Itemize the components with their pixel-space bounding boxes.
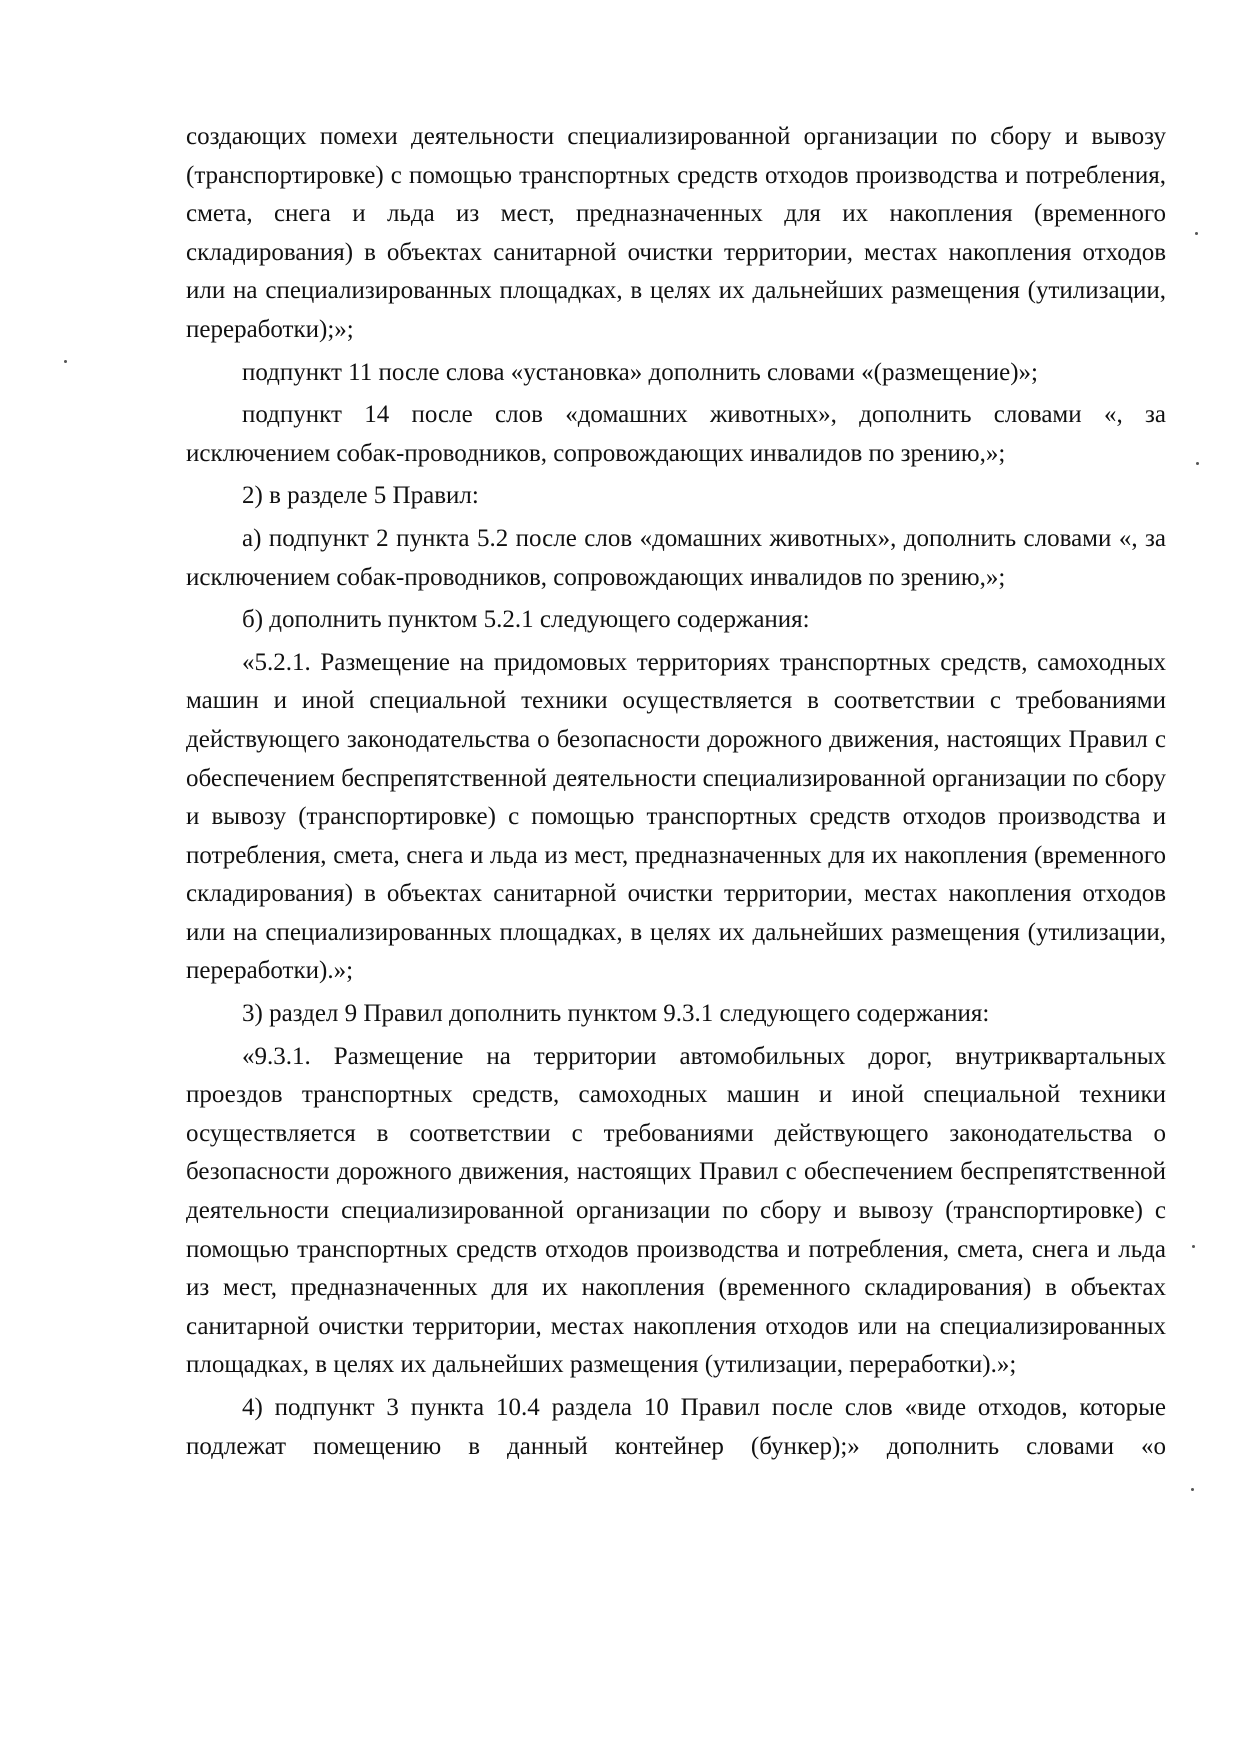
- scan-speck: [1195, 232, 1198, 235]
- paragraph-subitem-14: подпункт 14 после слов «домашних животных», дополнить словами «, за исключением собак-проводников, сопровождающих инвалидов по зрению,»;: [186, 401, 1166, 467]
- paragraph-clause-5-2-1: «5.2.1. Размещение на придомовых территориях транспортных средств, самоходных машин и иной специальной техники осуществляется в соответствии с требованиями действующего законодательства о безопасности дорожного движения, настоящих Правил с обеспечением беспрепятственной деятельности специализированной организации по сбору и вывозу (транспортировке) с помощью транспортных средств отходов производства и потребления, смета, снега и льда из мест, предназначенных для их накопления (временного складирования) в объектах санитарной очистки территории, местах накопления отходов или на специализированных площадках, в целях их дальнейших размещения (утилизации, переработки).»;: [186, 648, 1166, 985]
- scan-speck: [64, 360, 67, 363]
- paragraph-continuation: создающих помехи деятельности специализированной организации по сбору и вывозу (транспортировке) с помощью транспортных средств отходов производства и потребления, смета, снега и льда из мест, предназначенных для их накопления (временного складирования) в объектах санитарной очистки территории, местах накопления отходов или на специализированных площадках, в целях их дальнейших размещения (утилизации, переработки);»;: [186, 123, 1166, 343]
- scan-speck: [1192, 1245, 1195, 1248]
- paragraph-clause-9-3-1: «9.3.1. Размещение на территории автомобильных дорог, внутриквартальных проездов транспортных средств, самоходных машин и иной специальной техники осуществляется в соответствии с требованиями действующего законодательства о безопасности дорожного движения, настоящих Правил с обеспечением беспрепятственной деятельности специализированной организации по сбору и вывозу (транспортировке) с помощью транспортных средств отходов производства и потребления, смета, снега и льда из мест, предназначенных для их накопления (временного складирования) в объектах санитарной очистки территории, местах накопления отходов или на специализированных площадках, в целях их дальнейших размещения (утилизации, переработки).»;: [186, 1042, 1166, 1379]
- scan-speck: [1196, 462, 1199, 465]
- paragraph-item-b: б) дополнить пунктом 5.2.1 следующего содержания:: [242, 606, 810, 634]
- paragraph-subitem-11: подпункт 11 после слова «установка» дополнить словами «(размещение)»;: [242, 358, 1038, 386]
- paragraph-section-9: 3) раздел 9 Правил дополнить пунктом 9.3.1 следующего содержания:: [242, 1000, 990, 1028]
- scan-speck: [1191, 1488, 1194, 1491]
- paragraph-item-a: а) подпункт 2 пункта 5.2 после слов «домашних животных», дополнить словами «, за исключением собак-проводников, сопровождающих инвалидов по зрению,»;: [186, 524, 1166, 591]
- paragraph-section-5: 2) в разделе 5 Правил:: [242, 482, 479, 510]
- paragraph-item-4: 4) подпункт 3 пункта 10.4 раздела 10 Правил после слов «виде отходов, которые подлежат помещению в данный контейнер (бункер);» дополнить словами «о: [186, 1394, 1166, 1460]
- document-body: [186, 118, 1166, 1470]
